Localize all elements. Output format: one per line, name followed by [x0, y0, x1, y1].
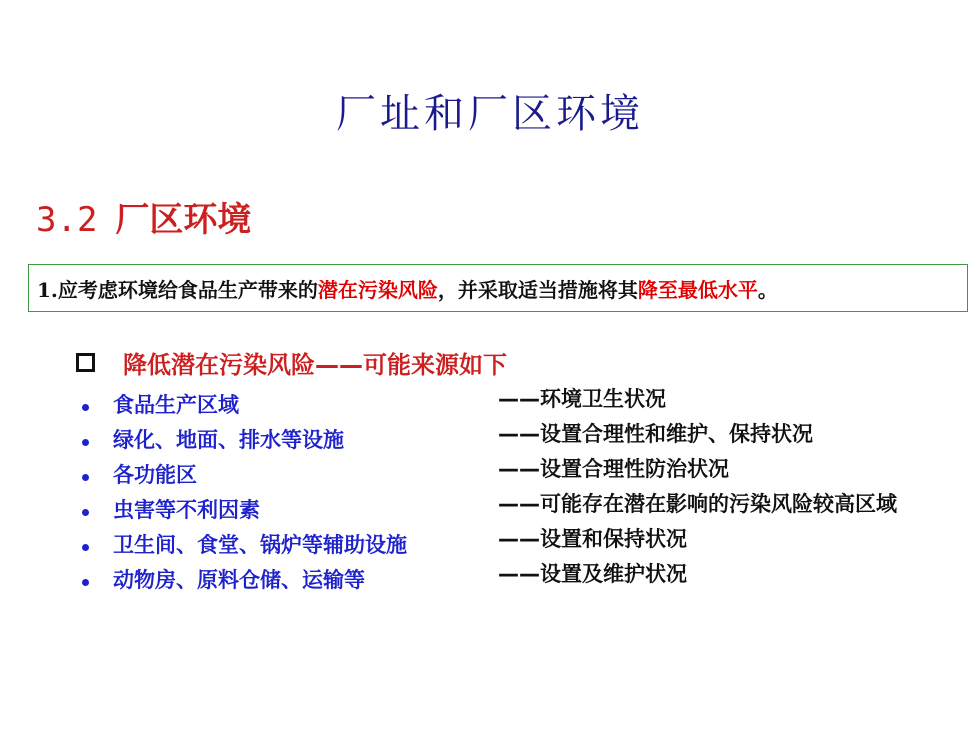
description-item: ——设置合理性和维护、保持状况: [498, 422, 813, 446]
source-list: [82, 392, 413, 594]
bullet-dot-icon: [82, 509, 89, 516]
list-item: [82, 392, 413, 427]
bullet-dot-icon: [82, 474, 89, 481]
list-item: [82, 497, 413, 532]
source-label: 动物房、原料仓储、运输等: [113, 568, 365, 592]
note-prefix: 1.应考虑环境给食品生产带来的: [37, 277, 318, 302]
list-item: [82, 462, 413, 497]
source-label: 虫害等不利因素: [113, 498, 260, 522]
section-number: 3.2: [36, 200, 98, 240]
section-label: 厂区环境: [115, 200, 252, 240]
description-item: ——环境卫生状况: [498, 387, 666, 411]
bullet-dot-icon: [82, 579, 89, 586]
source-label: 各功能区: [113, 463, 197, 487]
list-item: [82, 532, 413, 567]
note-suffix: 。: [757, 277, 778, 302]
list-item: [82, 427, 413, 462]
list-item: [82, 567, 413, 594]
note-box: [28, 264, 968, 312]
bullet-dot-icon: [82, 544, 89, 551]
bullet-dot-icon: [82, 439, 89, 446]
source-label: 卫生间、食堂、锅炉等辅助设施: [113, 533, 407, 557]
source-label: 绿化、地面、排水等设施: [113, 428, 344, 452]
note-middle: ，并采取适当措施将其: [437, 277, 638, 302]
section-heading: [36, 192, 251, 241]
note-highlight-minimize: 降至最低水平: [637, 277, 758, 302]
square-bullet-icon: [76, 353, 95, 372]
description-item: ——设置和保持状况: [498, 527, 687, 551]
description-item: ——设置及维护状况: [498, 562, 687, 586]
bullet-dot-icon: [82, 404, 89, 411]
note-highlight-risk: 潜在污染风险: [317, 277, 438, 302]
sub-heading-text: 降低潜在污染风险——可能来源如下: [123, 351, 507, 379]
description-item: ——设置合理性防治状况: [498, 457, 729, 481]
slide-title: 厂址和厂区环境: [336, 91, 644, 137]
sub-heading: [76, 345, 507, 380]
description-list: [498, 386, 897, 596]
description-item: ——可能存在潜在影响的污染风险较高区域: [498, 492, 897, 516]
source-label: 食品生产区域: [113, 393, 239, 417]
